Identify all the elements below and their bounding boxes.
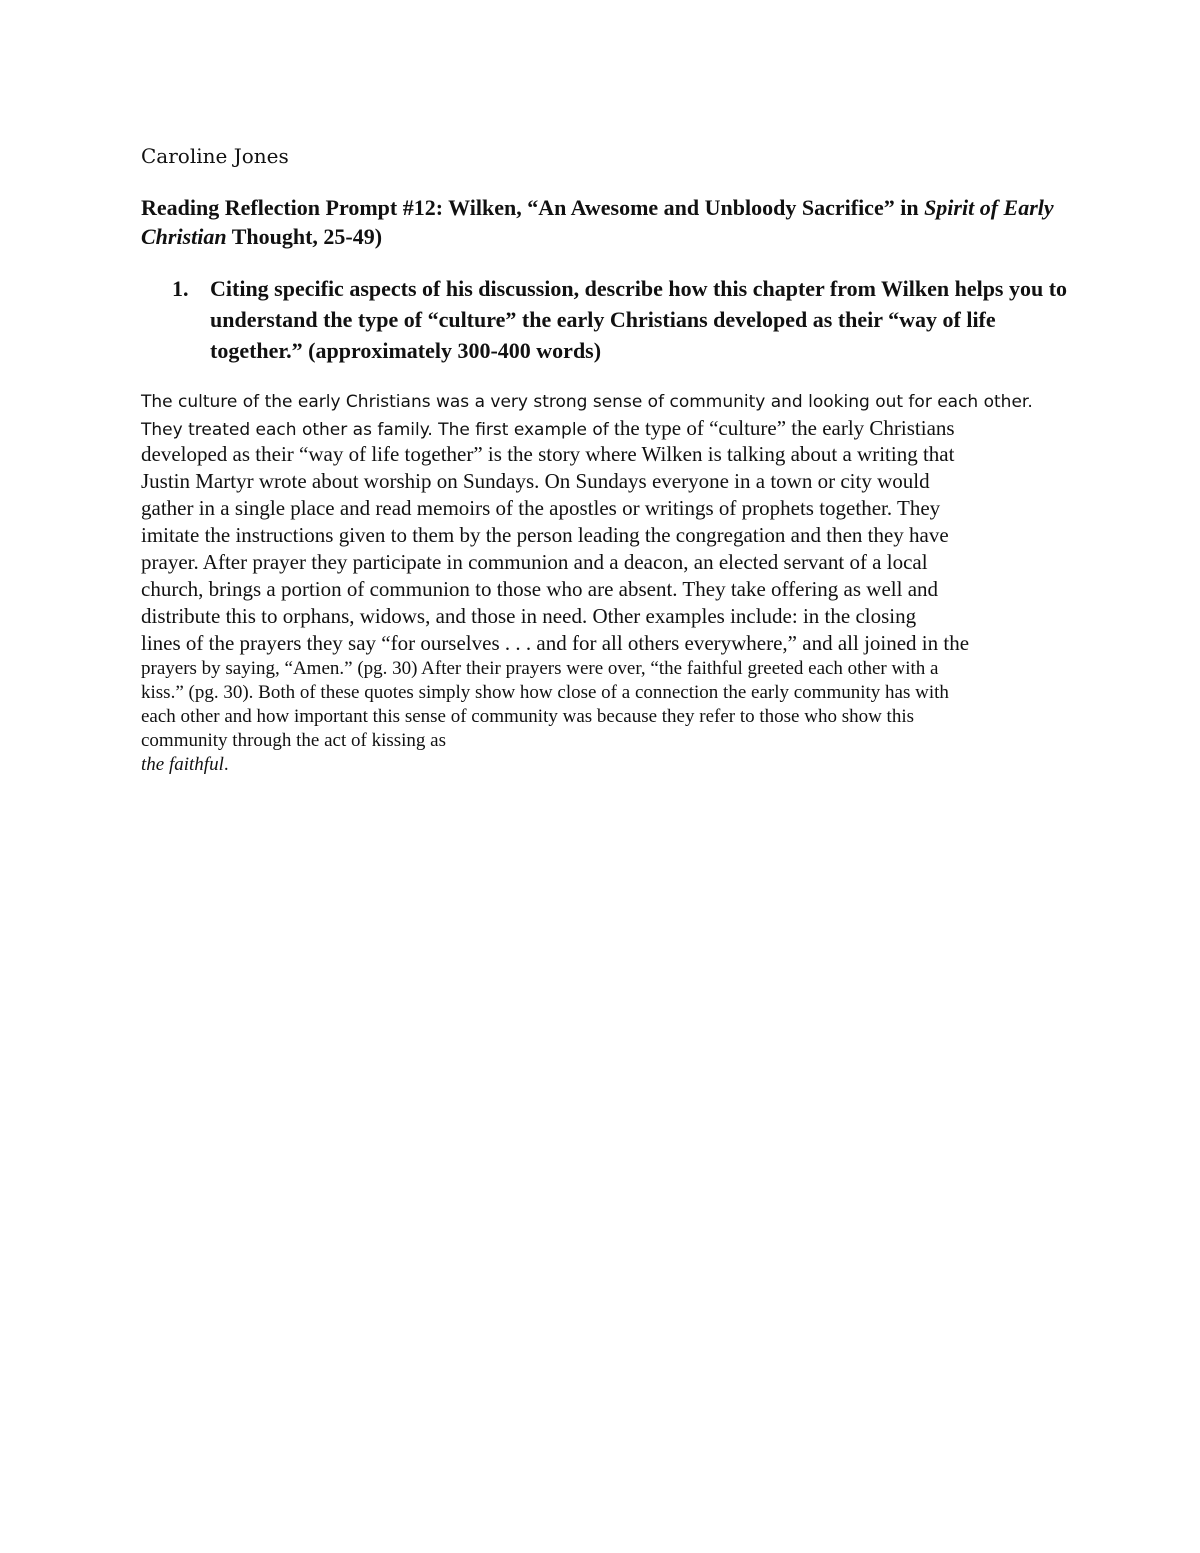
answer-line-segment: They treated each other as family. The first example of	[141, 420, 609, 440]
answer-line-segment: the type of “culture” the early Christians	[608, 416, 955, 440]
question-text: Citing specific aspects of his discussion, describe how this chapter from Wilken helps you to understand the type of “culture” the early Christians developed as their “way of life together.” (approximately 300-400 words)	[210, 276, 1068, 363]
prompt-heading	[141, 193, 1071, 251]
question-number: 1.	[172, 276, 189, 301]
prompt-heading-text: Reading Reflection Prompt #12: Wilken, “An Awesome and Unbloody Sacrifice” in	[141, 195, 925, 220]
answer-line: gather in a single place and read memoirs of the apostles or writings of prophets together. They	[141, 496, 941, 520]
answer-line	[141, 753, 1066, 777]
question-item	[172, 273, 1072, 366]
answer-italic-phrase: the faithful	[141, 754, 224, 775]
answer-line: prayers by saying, “Amen.” (pg. 30) After their prayers were over, “the faithful greeted each other with a	[141, 658, 939, 679]
prompt-heading-pages: Thought, 25-49)	[226, 224, 383, 249]
answer-line: community through the act of kissing as	[141, 730, 447, 751]
answer-line: distribute this to orphans, widows, and those in need. Other examples include: in the closing	[141, 604, 917, 628]
answer-line: developed as their “way of life together” is the story where Wilken is talking about a writing that	[141, 442, 955, 466]
answer-line: lines of the prayers they say “for ourselves . . . and for all others everywhere,” and all joined in the	[141, 631, 970, 655]
answer-line: kiss.” (pg. 30). Both of these quotes simply show how close of a connection the early community has with	[141, 682, 949, 703]
answer-line: each other and how important this sense of community was because they refer to those who show this	[141, 706, 915, 727]
answer-final-period: .	[223, 754, 229, 775]
answer-line: imitate the instructions given to them by the person leading the congregation and then they have	[141, 523, 949, 547]
book-title-italic: Spirit of Early Christian	[141, 195, 1054, 249]
author-name: Caroline Jones	[141, 144, 289, 168]
answer-paragraph	[141, 389, 1066, 777]
answer-line: Justin Martyr wrote about worship on Sundays. On Sundays everyone in a town or city would	[141, 469, 930, 493]
answer-line: church, brings a portion of communion to those who are absent. They take offering as well and	[141, 577, 939, 601]
answer-line	[141, 415, 1066, 441]
answer-line: The culture of the early Christians was a very strong sense of community and looking out for each other.	[141, 392, 1033, 412]
answer-line: prayer. After prayer they participate in communion and a deacon, an elected servant of a local	[141, 550, 928, 574]
